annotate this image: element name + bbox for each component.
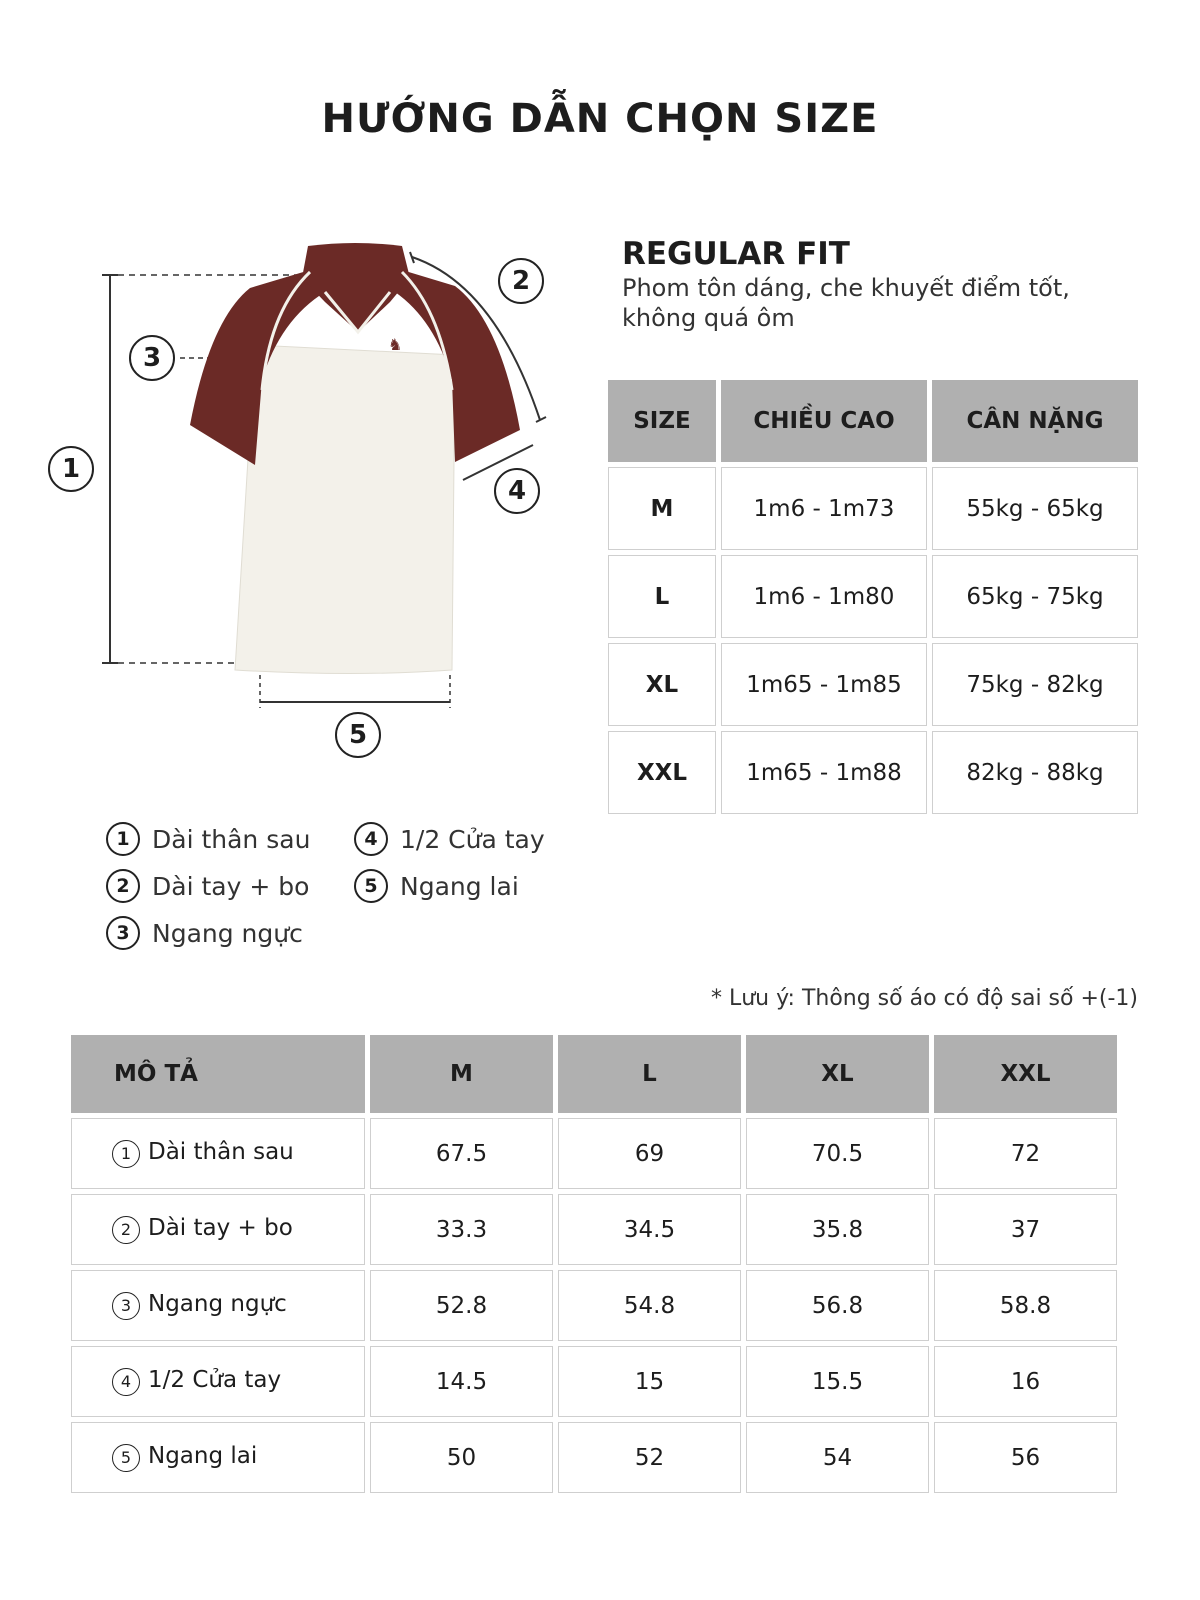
table-row: [71, 1346, 1117, 1417]
legend-label: Dài thân sau: [152, 824, 311, 854]
row-label: Dài thân sau: [148, 1139, 294, 1166]
row-number: 1: [112, 1140, 140, 1168]
value-cell: 70.5: [746, 1118, 929, 1189]
row-number: 2: [112, 1216, 140, 1244]
shirt-diagram: [40, 230, 580, 790]
height-cell: 1m6 - 1m73: [721, 467, 927, 550]
marker-5: 5: [335, 712, 381, 758]
legend-number: 1: [106, 822, 140, 856]
row-number: 4: [112, 1368, 140, 1396]
value-cell: 69: [558, 1118, 741, 1189]
column-header: CÂN NẶNG: [932, 380, 1138, 462]
measurement-table: [66, 1030, 1122, 1498]
row-number: 5: [112, 1444, 140, 1472]
column-header: XL: [746, 1035, 929, 1113]
fit-description: [622, 273, 1142, 333]
legend-number: 5: [354, 869, 388, 903]
table-row: [71, 1194, 1117, 1265]
marker-3: 3: [129, 335, 175, 381]
row-number: 3: [112, 1292, 140, 1320]
value-cell: 54.8: [558, 1270, 741, 1341]
fit-description-line: Phom tôn dáng, che khuyết điểm tốt,: [622, 274, 1070, 302]
legend-item: [106, 822, 310, 856]
page-title: HƯỚNG DẪN CHỌN SIZE: [321, 96, 879, 142]
value-cell: 52: [558, 1422, 741, 1493]
size-recommendation-table: [603, 375, 1143, 819]
legend-label: Dài tay + bo: [152, 871, 310, 901]
legend-number: 3: [106, 916, 140, 950]
table-row: [608, 467, 1138, 550]
legend-item: [354, 869, 519, 903]
value-cell: 16: [934, 1346, 1117, 1417]
value-cell: 56: [934, 1422, 1117, 1493]
row-label: Ngang ngực: [148, 1291, 287, 1318]
value-cell: 35.8: [746, 1194, 929, 1265]
height-cell: 1m65 - 1m88: [721, 731, 927, 814]
weight-cell: 65kg - 75kg: [932, 555, 1138, 638]
column-header: CHIỀU CAO: [721, 380, 927, 462]
table-row: [71, 1118, 1117, 1189]
size-cell: XXL: [608, 731, 716, 814]
table-row: [71, 1422, 1117, 1493]
table-header-row: [71, 1035, 1117, 1113]
description-cell: [71, 1118, 365, 1189]
legend-item: [354, 822, 545, 856]
value-cell: 54: [746, 1422, 929, 1493]
marker-1: 1: [48, 446, 94, 492]
weight-cell: 82kg - 88kg: [932, 731, 1138, 814]
value-cell: 14.5: [370, 1346, 553, 1417]
marker-4: 4: [494, 468, 540, 514]
value-cell: 50: [370, 1422, 553, 1493]
value-cell: 56.8: [746, 1270, 929, 1341]
column-header: XXL: [934, 1035, 1117, 1113]
size-cell: M: [608, 467, 716, 550]
size-cell: XL: [608, 643, 716, 726]
legend-number: 4: [354, 822, 388, 856]
description-cell: [71, 1270, 365, 1341]
row-label: Ngang lai: [148, 1443, 258, 1470]
value-cell: 58.8: [934, 1270, 1117, 1341]
table-row: [608, 731, 1138, 814]
legend-label: Ngang lai: [400, 871, 519, 901]
legend-item: [106, 869, 309, 903]
value-cell: 33.3: [370, 1194, 553, 1265]
tolerance-note: * Lưu ý: Thông số áo có độ sai số +(-1): [710, 986, 1138, 1011]
value-cell: 72: [934, 1118, 1117, 1189]
height-cell: 1m65 - 1m85: [721, 643, 927, 726]
table-row: [71, 1270, 1117, 1341]
height-cell: 1m6 - 1m80: [721, 555, 927, 638]
weight-cell: 75kg - 82kg: [932, 643, 1138, 726]
size-cell: L: [608, 555, 716, 638]
value-cell: 37: [934, 1194, 1117, 1265]
logo-emblem: ♞: [388, 335, 403, 354]
legend-label: Ngang ngực: [152, 918, 303, 948]
fit-description-line: không quá ôm: [622, 304, 795, 332]
column-header: SIZE: [608, 380, 716, 462]
marker-2: 2: [498, 258, 544, 304]
table-row: [608, 643, 1138, 726]
legend-label: 1/2 Cửa tay: [400, 824, 545, 854]
polo-shirt-illustration: [190, 243, 520, 674]
row-label: Dài tay + bo: [148, 1215, 293, 1242]
value-cell: 67.5: [370, 1118, 553, 1189]
table-header-row: [608, 380, 1138, 462]
column-header: M: [370, 1035, 553, 1113]
fit-name: REGULAR FIT: [622, 236, 850, 272]
value-cell: 15.5: [746, 1346, 929, 1417]
column-header: MÔ TẢ: [71, 1035, 365, 1113]
value-cell: 34.5: [558, 1194, 741, 1265]
table-row: [608, 555, 1138, 638]
legend-number: 2: [106, 869, 140, 903]
value-cell: 15: [558, 1346, 741, 1417]
row-label: 1/2 Cửa tay: [148, 1367, 282, 1394]
legend-item: [106, 916, 303, 950]
weight-cell: 55kg - 65kg: [932, 467, 1138, 550]
description-cell: [71, 1194, 365, 1265]
description-cell: [71, 1422, 365, 1493]
value-cell: 52.8: [370, 1270, 553, 1341]
column-header: L: [558, 1035, 741, 1113]
description-cell: [71, 1346, 365, 1417]
